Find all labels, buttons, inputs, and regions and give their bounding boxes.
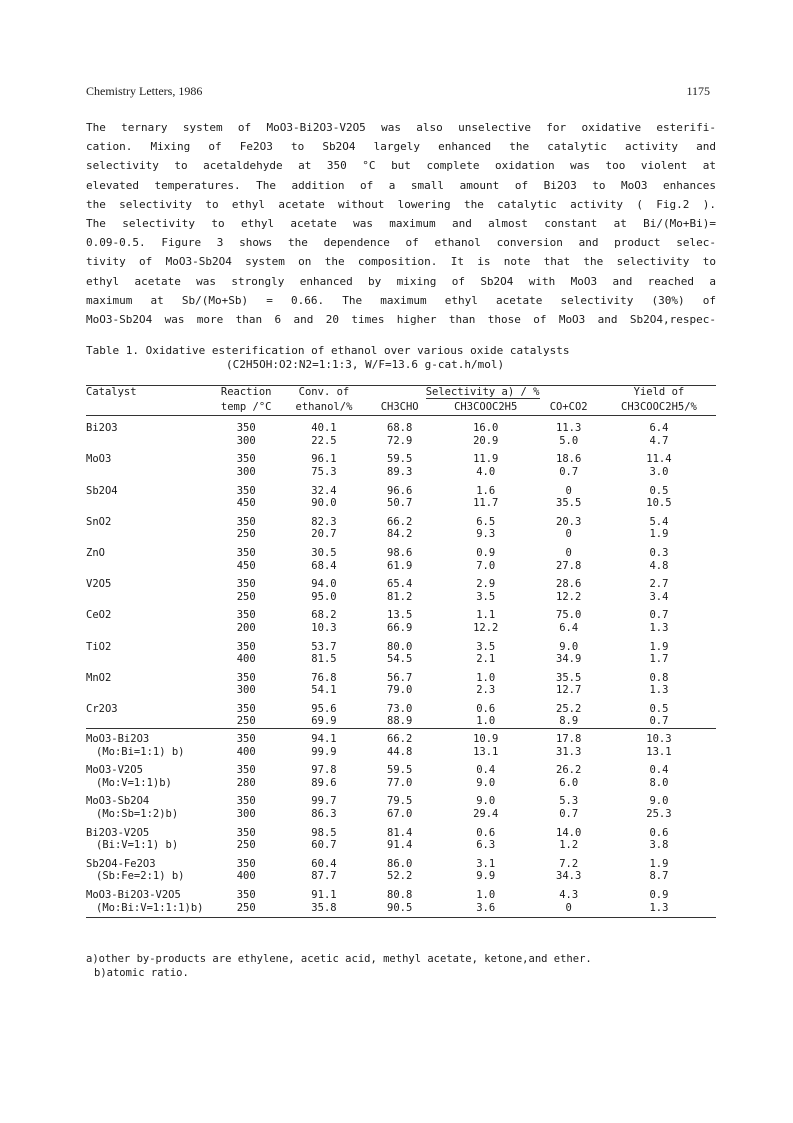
header-temp-unit: temp /°C [208, 401, 285, 416]
header-catalyst: Catalyst [86, 386, 208, 401]
cell-s3: 20.3 [556, 515, 582, 528]
cell-s1: 59.5 [387, 453, 413, 466]
cell-s1: 86.0 [387, 857, 413, 870]
cell-s3: 5.0 [559, 434, 579, 447]
body-line: maximum at Sb/(Mo+Sb) = 0.66. The maximum ethyl acetate selectivity (30%) of [86, 293, 716, 307]
catalyst-name: V2O5 [86, 578, 112, 591]
cell-temp: 350 [236, 578, 256, 591]
table-row [86, 416, 716, 435]
cell-s3: 14.0 [556, 826, 582, 839]
cell-temp: 350 [236, 889, 256, 901]
cell-y: 6.4 [649, 422, 669, 435]
cell-temp: 450 [236, 559, 256, 572]
cell-y: 11.4 [646, 453, 672, 466]
table-row [86, 510, 716, 529]
cell-s2: 12.2 [473, 621, 499, 634]
cell-s3: 0 [565, 484, 572, 497]
cell-s3: 11.3 [556, 422, 582, 435]
cell-s3: 12.7 [556, 684, 582, 697]
cell-s1: 66.2 [363, 729, 436, 746]
cell-s2: 13.1 [473, 745, 499, 758]
cell-conv: 94.0 [311, 578, 337, 591]
body-line: elevated temperatures. The addition of a small amount of Bi2O3 to MoO3 enhances [86, 178, 716, 192]
cell-s3: 8.9 [559, 715, 579, 728]
catalyst-cell [86, 497, 208, 510]
catalyst-name: ZnO [86, 546, 105, 559]
cell-s2: 4.0 [476, 465, 496, 478]
cell-s2: 2.1 [476, 653, 496, 666]
cell-y: 5.4 [649, 515, 669, 528]
cell-s2: 2.9 [476, 578, 496, 591]
body-line: The selectivity to ethyl acetate was maximum and almost constant at Bi/(Mo+Bi)= [86, 216, 716, 230]
cell-temp: 400 [236, 870, 256, 883]
table-row [86, 466, 716, 479]
table-row [86, 572, 716, 591]
cell-s2: 6.5 [476, 515, 496, 528]
cell-s1: 73.0 [387, 702, 413, 715]
catalyst-cell [86, 715, 208, 728]
page-header [86, 84, 710, 100]
cell-conv: 87.7 [311, 870, 337, 883]
cell-temp: 300 [236, 684, 256, 697]
cell-y: 1.7 [649, 653, 669, 666]
cell-s3: 34.9 [556, 653, 582, 666]
cell-s3: 31.3 [556, 745, 582, 758]
table-row [86, 622, 716, 635]
cell-s1: 81.2 [387, 590, 413, 603]
catalyst-ratio-text: (Mo:Bi:V=1:1:1)b) [96, 901, 204, 914]
cell-s3: 26.2 [556, 764, 582, 777]
cell-s3: 28.6 [556, 578, 582, 591]
catalyst-ratio [86, 746, 208, 759]
cell-temp: 350 [236, 640, 256, 653]
cell-s2: 1.1 [476, 609, 496, 622]
cell-s1: 66.2 [387, 515, 413, 528]
catalyst-name: MoO3-Sb2O4 [86, 795, 150, 808]
body-line: selectivity to acetaldehyde at 350 °C but complete oxidation was too violent at [86, 159, 716, 173]
cell-y: 1.3 [649, 621, 669, 634]
cell-temp: 250 [208, 902, 285, 918]
cell-s2: 16.0 [473, 422, 499, 435]
body-line: the selectivity to ethyl acetate without lowering the catalytic activity ( Fig.2 ). [86, 197, 716, 211]
table-row [86, 684, 716, 697]
cell-y: 0.5 [649, 484, 669, 497]
table-footnotes [86, 952, 716, 980]
cell-s3: 17.8 [536, 729, 602, 746]
cell-s2: 1.6 [476, 484, 496, 497]
cell-s2: 1.0 [476, 889, 496, 901]
cell-y: 8.7 [649, 870, 669, 883]
cell-s3: 27.8 [556, 559, 582, 572]
catalyst-name: SnO2 [86, 515, 112, 528]
cell-s3: 0.7 [559, 465, 579, 478]
cell-conv: 20.7 [311, 528, 337, 541]
cell-conv: 94.1 [285, 729, 364, 746]
table-row [86, 808, 716, 821]
cell-y: 25.3 [646, 808, 672, 821]
header-sel-ch3cooc2h5: CH3COOC2H5 [436, 401, 536, 416]
cell-s1: 66.9 [387, 621, 413, 634]
cell-temp: 350 [236, 484, 256, 497]
cell-temp: 350 [236, 764, 256, 777]
cell-conv: 91.1 [311, 889, 337, 901]
cell-s1: 72.9 [387, 434, 413, 447]
cell-conv: 32.4 [311, 484, 337, 497]
catalyst-name: Cr2O3 [86, 702, 118, 715]
cell-conv: 95.6 [311, 702, 337, 715]
table-row [86, 591, 716, 604]
page-number: 1175 [686, 84, 710, 98]
table-row [86, 746, 716, 759]
table-row [86, 541, 716, 560]
catalyst-cell [86, 466, 208, 479]
cell-s2: 0.6 [476, 826, 496, 839]
header-selectivity-label: Selectivity a) / % [425, 386, 540, 398]
table-row [86, 883, 716, 902]
cell-s2: 7.0 [476, 559, 496, 572]
header-selectivity [363, 386, 602, 401]
cell-y: 1.3 [602, 902, 716, 918]
cell-conv: 76.8 [311, 671, 337, 684]
footnote-a: a)other by-products are ethylene, acetic acid, methyl acetate, ketone,and ether. [86, 953, 592, 965]
body-line: MoO3-Sb2O4 was more than 6 and 20 times higher than those of MoO3 and Sb2O4,respec- [86, 312, 716, 326]
header-conv-unit: ethanol/% [285, 401, 364, 416]
cell-y: 0.8 [649, 671, 669, 684]
cell-conv: 68.4 [311, 559, 337, 572]
catalyst-cell [86, 591, 208, 604]
catalyst-name: MoO3 [86, 453, 112, 466]
header-conv: Conv. of [285, 386, 364, 401]
cell-temp: 350 [236, 453, 256, 466]
cell-s2: 0.9 [476, 546, 496, 559]
catalyst-name: Bi2O3-V2O5 [86, 826, 150, 839]
cell-s1: 88.9 [387, 715, 413, 728]
cell-s2: 11.9 [473, 453, 499, 466]
cell-conv: 68.2 [311, 609, 337, 622]
table-row [86, 870, 716, 883]
cell-temp: 250 [236, 715, 256, 728]
table-row [86, 715, 716, 728]
cell-conv: 97.8 [311, 764, 337, 777]
cell-s1: 56.7 [387, 671, 413, 684]
table-row [86, 729, 716, 746]
table-row [86, 447, 716, 466]
table-row [86, 560, 716, 573]
cell-s1: 80.8 [387, 889, 413, 901]
cell-s2: 6.3 [476, 839, 496, 852]
cell-conv: 82.3 [311, 515, 337, 528]
cell-s3: 1.2 [559, 839, 579, 852]
cell-conv: 54.1 [311, 684, 337, 697]
cell-s1: 44.8 [387, 745, 413, 758]
cell-y: 1.3 [649, 684, 669, 697]
catalyst-cell [86, 653, 208, 666]
body-line: tivity of MoO3-Sb2O4 system on the composition. It is note that the selectivity to [86, 255, 716, 269]
table-row [86, 902, 716, 918]
table-row [86, 603, 716, 622]
cell-s1: 65.4 [387, 578, 413, 591]
cell-s2: 2.3 [476, 684, 496, 697]
table-body [86, 416, 716, 918]
cell-conv: 90.0 [311, 497, 337, 510]
cell-s3: 75.0 [556, 609, 582, 622]
cell-s3: 4.3 [559, 889, 579, 901]
cell-s1: 89.3 [387, 465, 413, 478]
table-caption [86, 344, 716, 372]
cell-conv: 98.5 [311, 826, 337, 839]
cell-y: 1.9 [649, 640, 669, 653]
cell-s2: 3.5 [476, 640, 496, 653]
header-sel-coco2: CO+CO2 [536, 401, 602, 416]
footnote-b: b)atomic ratio. [94, 967, 189, 979]
data-table [86, 385, 716, 918]
cell-s1: 96.6 [387, 484, 413, 497]
cell-s1: 13.5 [387, 609, 413, 622]
cell-conv: 99.7 [311, 795, 337, 808]
cell-y: 10.5 [646, 497, 672, 510]
catalyst-ratio-text: (Sb:Fe=2:1) b) [96, 870, 185, 883]
catalyst-cell [86, 622, 208, 635]
cell-s3: 18.6 [556, 453, 582, 466]
table-row [86, 497, 716, 510]
cell-conv: 10.3 [311, 621, 337, 634]
cell-s2: 3.6 [436, 902, 536, 918]
cell-temp: 350 [236, 857, 256, 870]
catalyst-name: Bi2O3 [86, 422, 118, 435]
cell-s3: 0 [536, 902, 602, 918]
cell-y: 0.9 [649, 889, 669, 901]
cell-temp: 400 [236, 745, 256, 758]
cell-s2: 1.0 [476, 671, 496, 684]
cell-s3: 5.3 [559, 795, 579, 808]
table-row [86, 479, 716, 498]
cell-y: 0.6 [649, 826, 669, 839]
cell-s1: 91.4 [387, 839, 413, 852]
cell-s3: 0 [565, 528, 572, 541]
cell-s1: 50.7 [387, 497, 413, 510]
cell-s2: 1.0 [476, 715, 496, 728]
cell-temp: 250 [236, 528, 256, 541]
cell-s2: 9.3 [476, 528, 496, 541]
cell-conv: 69.9 [311, 715, 337, 728]
table-row [86, 653, 716, 666]
catalyst-name: Sb2O4 [86, 484, 118, 497]
cell-s2: 0.6 [476, 702, 496, 715]
cell-s3: 9.0 [559, 640, 579, 653]
cell-s1: 54.5 [387, 653, 413, 666]
cell-y: 1.9 [649, 528, 669, 541]
cell-y: 3.4 [649, 590, 669, 603]
cell-temp: 350 [236, 671, 256, 684]
catalyst-cell [86, 435, 208, 448]
cell-s3: 0.7 [559, 808, 579, 821]
cell-conv: 35.8 [285, 902, 364, 918]
body-line: cation. Mixing of Fe2O3 to Sb2O4 largely enhanced the catalytic activity and [86, 140, 716, 154]
catalyst-name: MnO2 [86, 671, 112, 684]
catalyst-ratio [86, 870, 208, 883]
catalyst-name: MoO3-Bi2O3 [86, 729, 208, 746]
cell-conv: 89.6 [311, 776, 337, 789]
cell-s1: 59.5 [387, 764, 413, 777]
cell-s1: 68.8 [387, 422, 413, 435]
cell-temp: 350 [236, 422, 256, 435]
cell-temp: 200 [236, 621, 256, 634]
cell-temp: 350 [236, 702, 256, 715]
cell-s2: 0.4 [476, 764, 496, 777]
table-row [86, 852, 716, 871]
catalyst-ratio-text: (Mo:V=1:1)b) [96, 776, 172, 789]
cell-temp: 350 [236, 795, 256, 808]
cell-s2: 29.4 [473, 808, 499, 821]
table-row [86, 666, 716, 685]
cell-s3: 25.2 [556, 702, 582, 715]
cell-temp: 300 [236, 808, 256, 821]
cell-s2: 9.0 [476, 776, 496, 789]
cell-temp: 300 [236, 434, 256, 447]
cell-s2: 3.5 [476, 590, 496, 603]
cell-s2: 3.1 [476, 857, 496, 870]
table-row [86, 821, 716, 840]
cell-temp: 400 [236, 653, 256, 666]
cell-temp: 450 [236, 497, 256, 510]
cell-s1: 90.5 [363, 902, 436, 918]
cell-y: 2.7 [649, 578, 669, 591]
catalyst-name: MoO3-Bi2O3-V2O5 [86, 889, 181, 901]
body-line: The ternary system of MoO3-Bi2O3-V2O5 was also unselective for oxidative esterifi- [86, 121, 716, 134]
cell-s1: 52.2 [387, 870, 413, 883]
cell-s2: 11.7 [473, 497, 499, 510]
table-row [86, 789, 716, 808]
catalyst-cell [86, 528, 208, 541]
cell-temp: 350 [236, 826, 256, 839]
cell-s3: 35.5 [556, 497, 582, 510]
catalyst-ratio [86, 902, 208, 918]
cell-s2: 10.9 [436, 729, 536, 746]
cell-s1: 79.5 [387, 795, 413, 808]
cell-y: 3.0 [649, 465, 669, 478]
cell-s1: 61.9 [387, 559, 413, 572]
cell-s1: 67.0 [387, 808, 413, 821]
cell-conv: 53.7 [311, 640, 337, 653]
cell-s3: 6.4 [559, 621, 579, 634]
cell-conv: 60.7 [311, 839, 337, 852]
cell-s1: 79.0 [387, 684, 413, 697]
table-row [86, 697, 716, 716]
cell-s1: 77.0 [387, 776, 413, 789]
table-row [86, 758, 716, 777]
cell-conv: 81.5 [311, 653, 337, 666]
cell-s2: 9.0 [476, 795, 496, 808]
header-yield-unit: CH3COOC2H5/% [602, 401, 716, 416]
cell-y: 8.0 [649, 776, 669, 789]
cell-y: 4.7 [649, 434, 669, 447]
cell-temp: 250 [236, 590, 256, 603]
catalyst-ratio [86, 839, 208, 852]
cell-y: 13.1 [646, 745, 672, 758]
catalyst-cell [86, 560, 208, 573]
cell-y: 9.0 [649, 795, 669, 808]
catalyst-ratio [86, 777, 208, 790]
table-row [86, 635, 716, 654]
cell-y: 3.8 [649, 839, 669, 852]
cell-s1: 98.6 [387, 546, 413, 559]
cell-temp: 350 [236, 546, 256, 559]
cell-temp: 280 [236, 776, 256, 789]
body-line: ethyl acetate was strongly enhanced by mixing of Sb2O4 with MoO3 and reached a [86, 274, 716, 288]
cell-s2: 9.9 [476, 870, 496, 883]
cell-temp: 300 [236, 465, 256, 478]
cell-s3: 7.2 [559, 857, 579, 870]
cell-conv: 95.0 [311, 590, 337, 603]
catalyst-ratio-text: (Mo:Sb=1:2)b) [96, 808, 179, 821]
cell-s3: 0 [565, 546, 572, 559]
catalyst-ratio [86, 808, 208, 821]
cell-s3: 6.0 [559, 776, 579, 789]
cell-y: 0.7 [649, 715, 669, 728]
cell-y: 0.3 [649, 546, 669, 559]
cell-conv: 40.1 [311, 422, 337, 435]
catalyst-name: TiO2 [86, 640, 112, 653]
cell-y: 0.7 [649, 609, 669, 622]
cell-y: 0.5 [649, 702, 669, 715]
header-yield: Yield of [602, 386, 716, 401]
cell-y: 10.3 [602, 729, 716, 746]
body-line: 0.09-0.5. Figure 3 shows the dependence of ethanol conversion and product selec- [86, 236, 716, 250]
cell-s2: 20.9 [473, 434, 499, 447]
cell-conv: 30.5 [311, 546, 337, 559]
cell-conv: 96.1 [311, 453, 337, 466]
cell-conv: 75.3 [311, 465, 337, 478]
header-temp: Reaction [208, 386, 285, 401]
cell-y: 0.4 [649, 764, 669, 777]
cell-temp: 350 [208, 729, 285, 746]
cell-s3: 35.5 [556, 671, 582, 684]
cell-s1: 81.4 [387, 826, 413, 839]
cell-s1: 84.2 [387, 528, 413, 541]
cell-conv: 99.9 [311, 745, 337, 758]
table-caption-title: Table 1. Oxidative esterification of ethanol over various oxide catalysts [86, 344, 570, 357]
cell-s1: 80.0 [387, 640, 413, 653]
cell-conv: 86.3 [311, 808, 337, 821]
body-paragraph [86, 118, 716, 329]
cell-temp: 350 [236, 515, 256, 528]
journal-name: Chemistry Letters, 1986 [86, 84, 203, 98]
catalyst-cell [86, 684, 208, 697]
catalyst-name: MoO3-V2O5 [86, 764, 143, 777]
catalyst-name: Sb2O4-Fe2O3 [86, 857, 156, 870]
cell-s3: 34.3 [556, 870, 582, 883]
catalyst-name: CeO2 [86, 609, 112, 622]
table-caption-conditions: (C2H5OH:O2:N2=1:1:3, W/F=13.6 g-cat.h/mol) [226, 358, 505, 371]
catalyst-ratio-text: (Mo:Bi=1:1) b) [96, 745, 185, 758]
catalyst-ratio-text: (Bi:V=1:1) b) [96, 839, 179, 852]
cell-y: 1.9 [649, 857, 669, 870]
cell-conv: 60.4 [311, 857, 337, 870]
header-sel-ch3cho: CH3CHO [363, 401, 436, 416]
cell-temp: 250 [236, 839, 256, 852]
cell-s3: 12.2 [556, 590, 582, 603]
cell-temp: 350 [236, 609, 256, 622]
cell-conv: 22.5 [311, 434, 337, 447]
table-row [86, 839, 716, 852]
table-row [86, 528, 716, 541]
table-row [86, 435, 716, 448]
cell-y: 4.8 [649, 559, 669, 572]
table-row [86, 777, 716, 790]
